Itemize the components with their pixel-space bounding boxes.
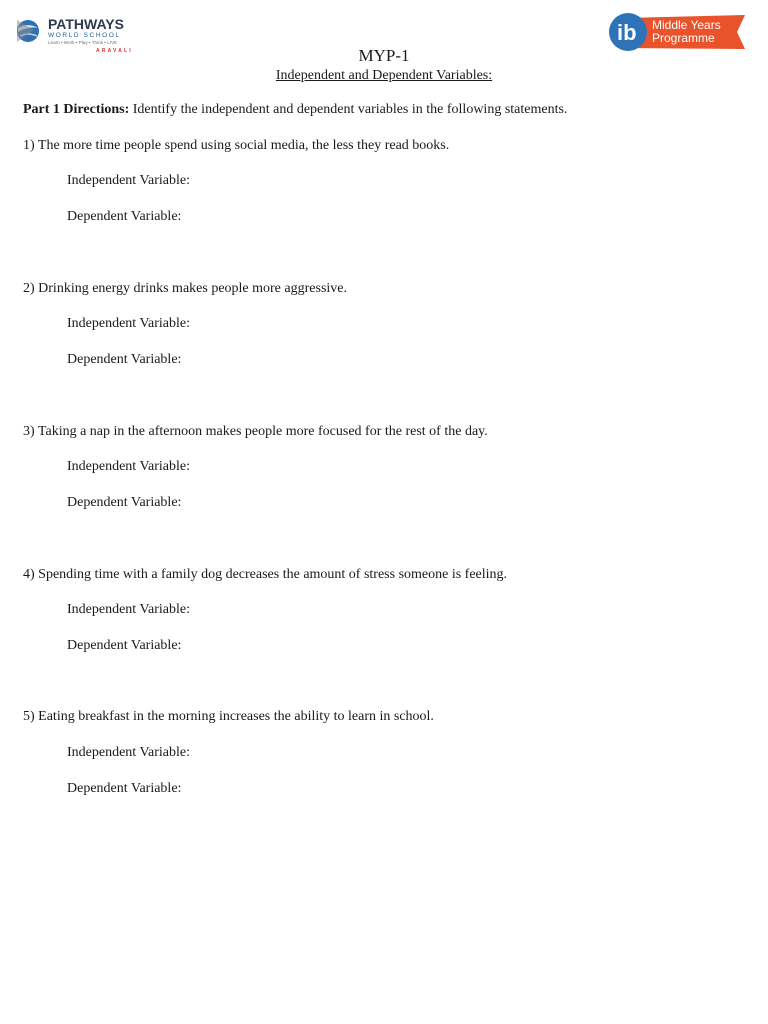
globe-icon bbox=[17, 20, 39, 42]
school-motto: Learn • Work • Play • Think • LIVE bbox=[48, 40, 118, 45]
q3-independent-label: Independent Variable: bbox=[67, 459, 190, 474]
q2-dependent-label: Dependent Variable: bbox=[67, 352, 182, 367]
directions-text: Identify the independent and dependent variables in the following statements. bbox=[129, 102, 568, 117]
page-title: MYP-1 bbox=[358, 46, 410, 65]
school-campus: ARAVALI bbox=[96, 48, 133, 54]
ib-line1: Middle Years bbox=[652, 18, 721, 32]
question-4: 4) Spending time with a family dog decreases the amount of stress someone is feeling. bbox=[23, 567, 508, 582]
q2-independent-label: Independent Variable: bbox=[67, 316, 190, 331]
page-subtitle: Independent and Dependent Variables: bbox=[275, 68, 493, 83]
directions bbox=[23, 102, 567, 118]
q4-independent-label: Independent Variable: bbox=[67, 602, 190, 617]
q5-dependent-label: Dependent Variable: bbox=[67, 781, 182, 796]
q4-dependent-label: Dependent Variable: bbox=[67, 638, 182, 653]
school-name: PATHWAYS bbox=[48, 16, 124, 32]
question-1: 1) The more time people spend using social media, the less they read books. bbox=[23, 138, 450, 153]
ib-mark: ib bbox=[617, 20, 637, 45]
directions-label: Part 1 Directions: bbox=[23, 102, 130, 117]
q3-dependent-label: Dependent Variable: bbox=[67, 495, 182, 510]
q1-dependent-label: Dependent Variable: bbox=[67, 209, 182, 224]
question-5: 5) Eating breakfast in the morning increases the ability to learn in school. bbox=[23, 709, 434, 724]
ib-line2: Programme bbox=[652, 31, 715, 45]
q5-independent-label: Independent Variable: bbox=[67, 745, 190, 760]
school-line2: WORLD SCHOOL bbox=[48, 32, 121, 39]
question-3: 3) Taking a nap in the afternoon makes people more focused for the rest of the day. bbox=[23, 424, 488, 439]
question-2: 2) Drinking energy drinks makes people more aggressive. bbox=[23, 281, 347, 296]
q1-independent-label: Independent Variable: bbox=[67, 173, 190, 188]
